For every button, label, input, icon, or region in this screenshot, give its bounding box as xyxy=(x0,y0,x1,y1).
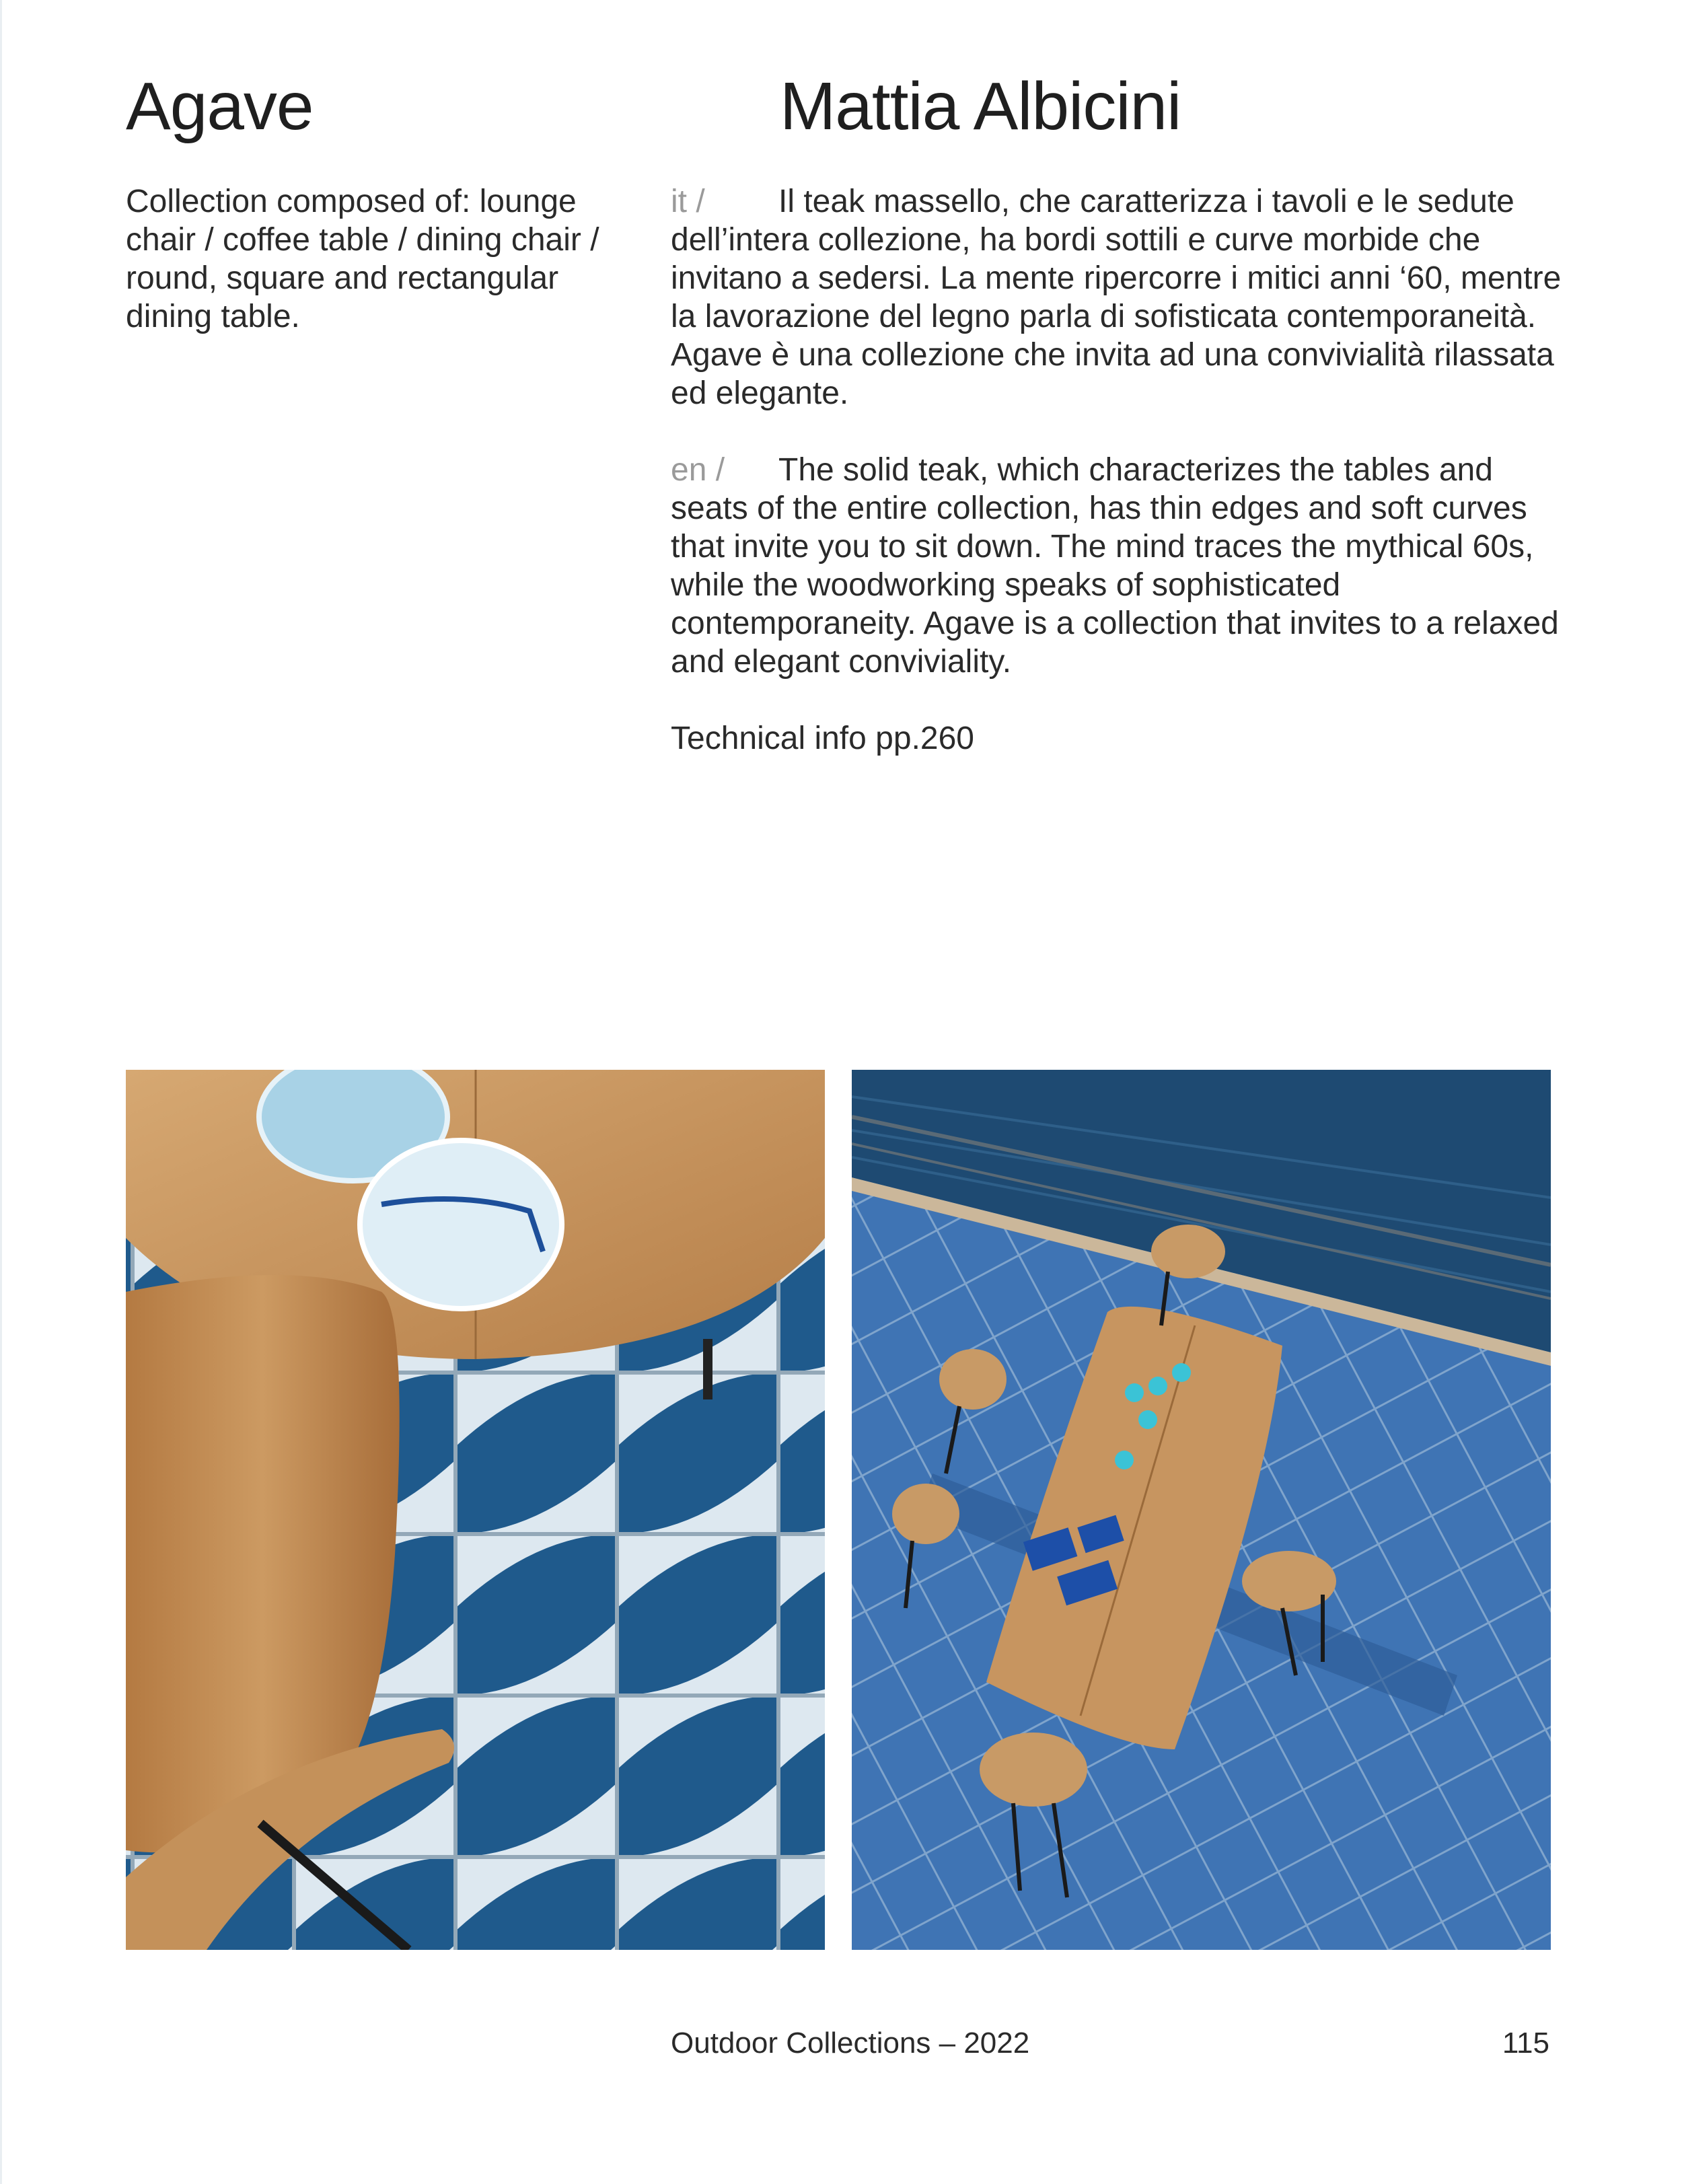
collection-composition: Collection composed of: lounge chair / coffee table / dining chair / round, square and rectangular dining table. xyxy=(126,184,599,334)
designer-name: Mattia Albicini xyxy=(780,69,1181,144)
catalog-footer: Outdoor Collections – 2022 xyxy=(671,2027,1030,2060)
english-paragraph xyxy=(671,451,1572,681)
technical-info: Technical info pp.260 xyxy=(671,721,974,756)
italian-text: Il teak massello, che caratterizza i tavoli e le sedute dell’intera collezione, ha bordi sottili e curve morbide che invitano a sedersi. La mente ripercorre i mitici anni ‘60, mentre la lavorazione del legno parla di sofisticata contemporaneità. Agave è una collezione che invita ad una convivialità rilassata ed elegante. xyxy=(671,184,1562,411)
english-label: en / xyxy=(671,452,725,488)
english-text: The solid teak, which characterizes the tables and seats of the entire collection, has thin edges and soft curves that invite you to sit down. The mind traces the mythical 60s, while the woodworking speaks of sophisticated contemporaneity. Agave is a collection that invites to a relaxed and elegant conviviality. xyxy=(671,452,1559,680)
collection-title: Agave xyxy=(126,69,314,144)
photo-table-detail-image xyxy=(126,1070,825,1950)
page-number: 115 xyxy=(1502,2027,1549,2060)
photo-terrace-by-sea xyxy=(852,1070,1551,1950)
page-edge-line xyxy=(0,0,2,2184)
photo-terrace-by-sea-image xyxy=(852,1070,1551,1950)
italian-label: it / xyxy=(671,184,705,219)
italian-paragraph xyxy=(671,182,1572,412)
photo-table-detail xyxy=(126,1070,825,1950)
description-block xyxy=(671,182,1572,796)
